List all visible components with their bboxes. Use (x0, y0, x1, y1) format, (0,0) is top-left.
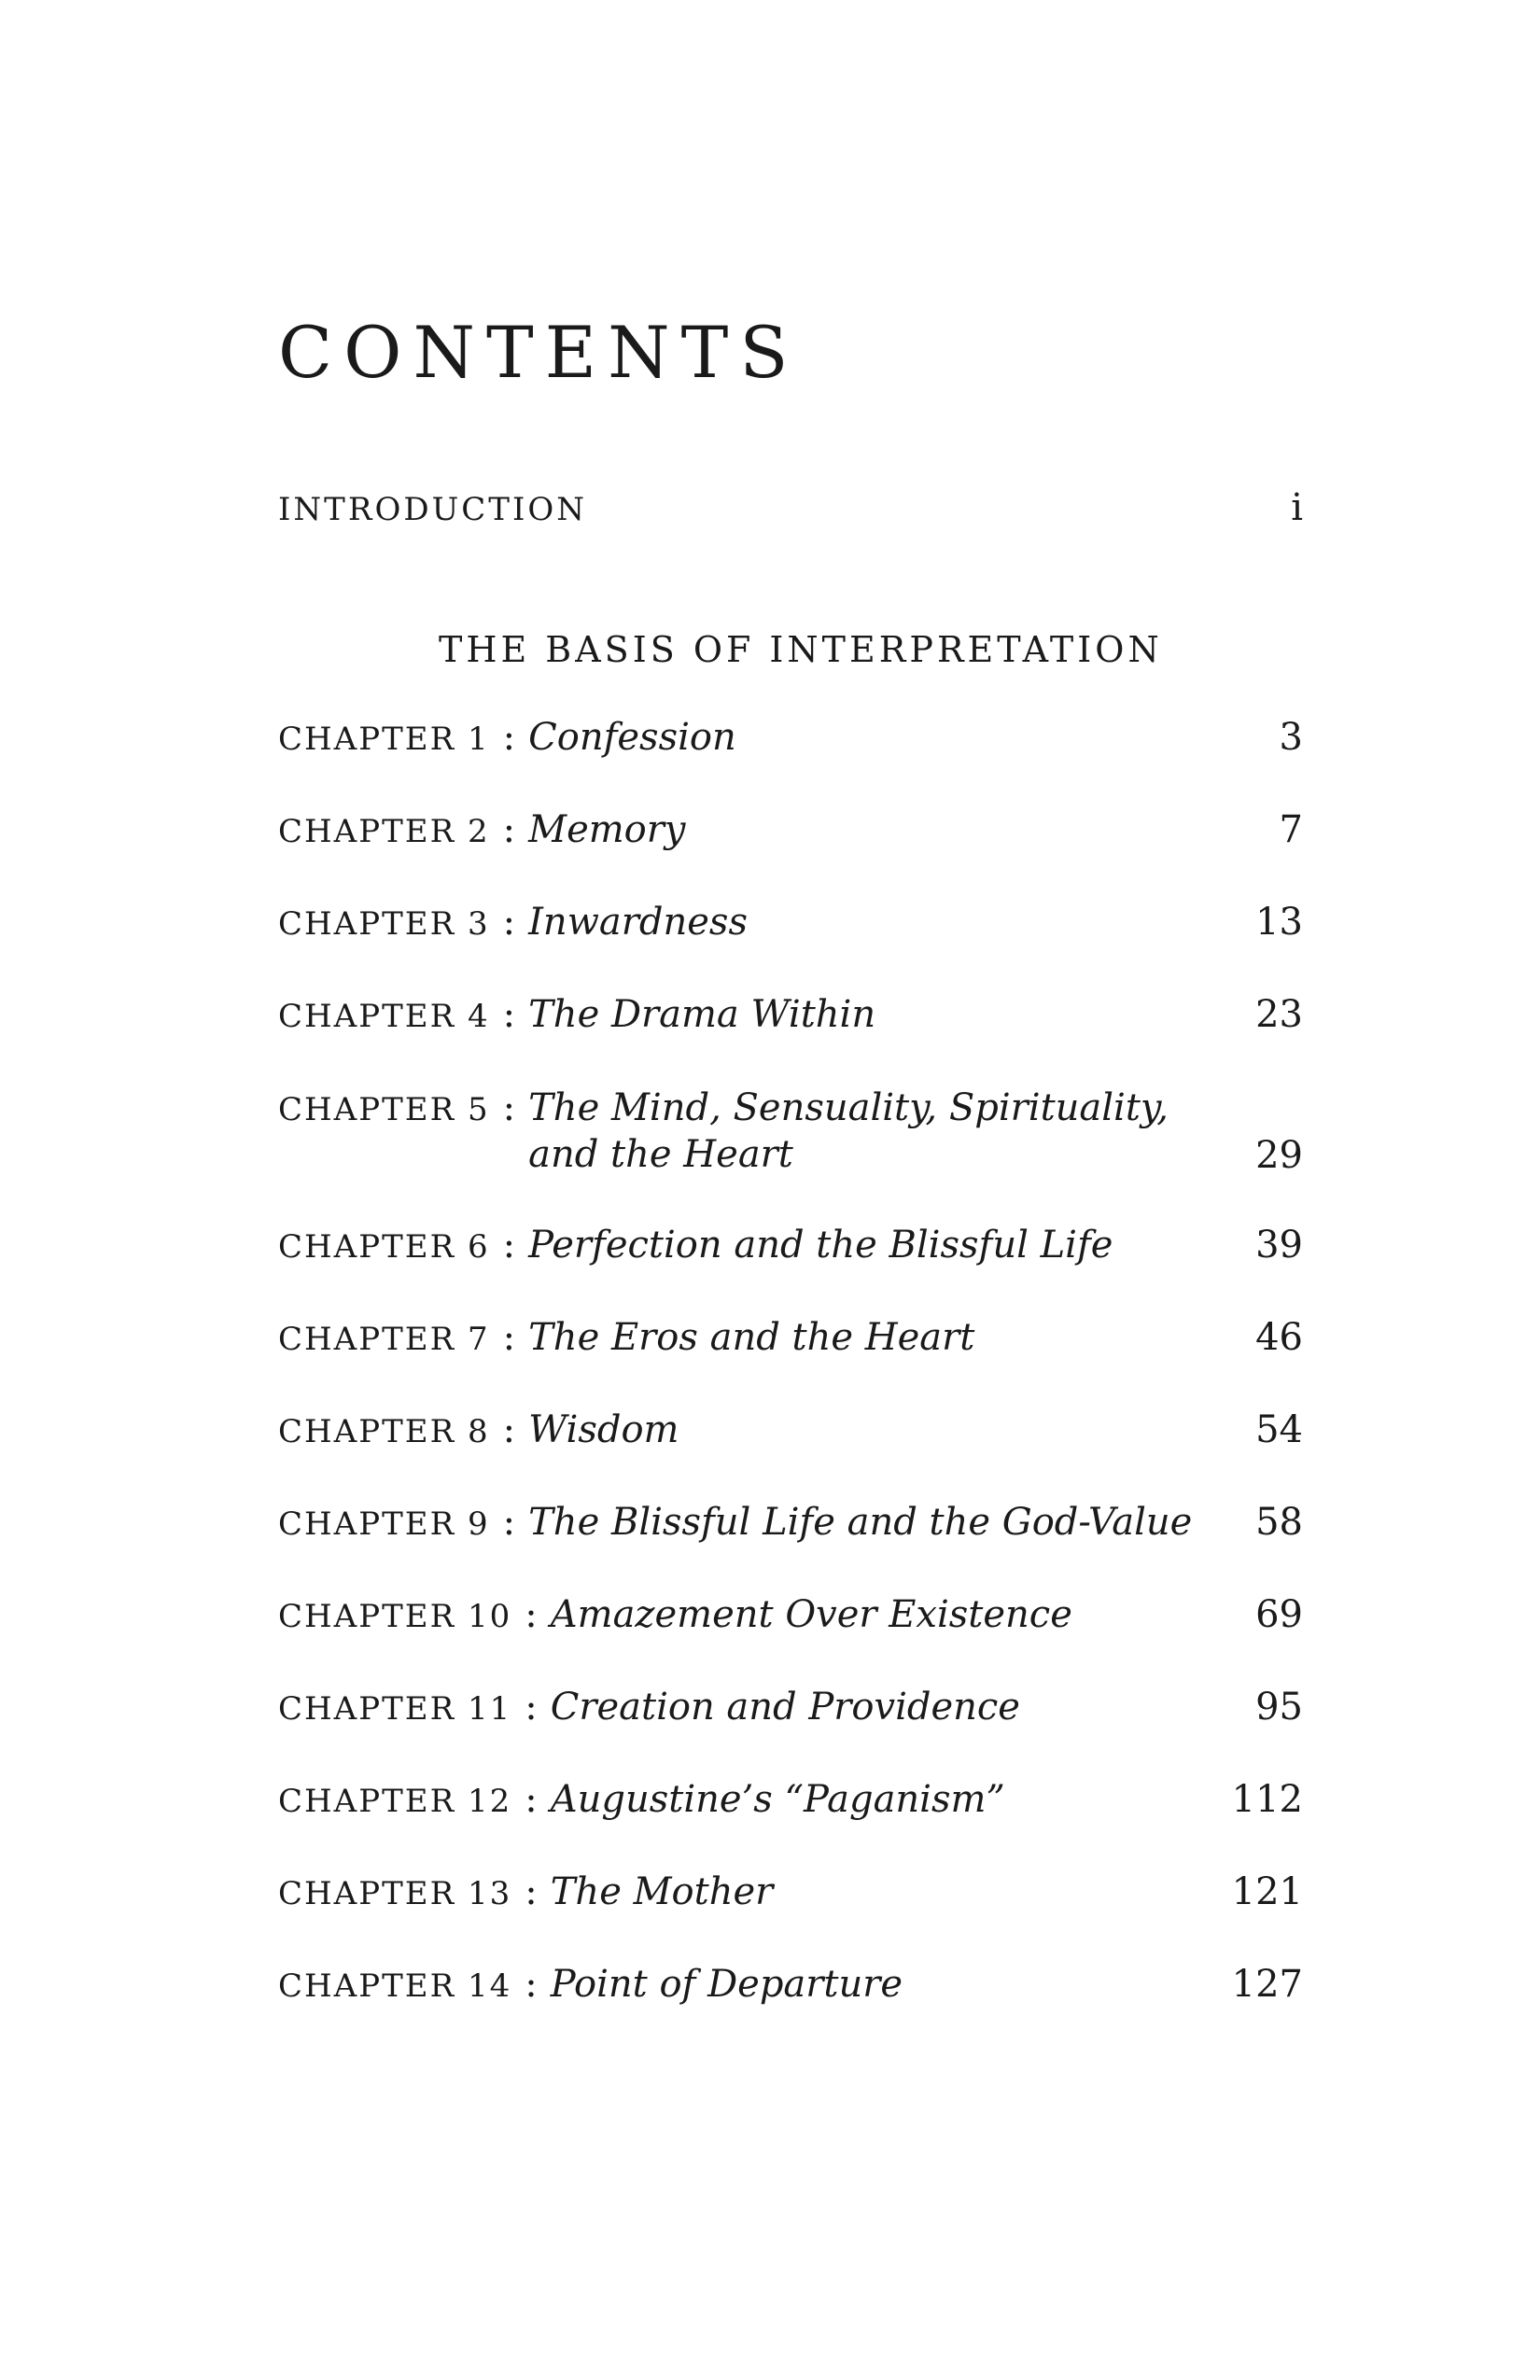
chapter-label: CHAPTER 8 (278, 1413, 490, 1450)
chapter-page: 7 (1279, 808, 1303, 851)
chapter-separator: : (502, 1224, 516, 1267)
section-heading: THE BASIS OF INTERPRETATION (439, 629, 1163, 670)
chapter-title: Inwardness (528, 901, 748, 944)
chapter-title: The Blissful Life and the God-Value (528, 1501, 1193, 1544)
chapter-separator: : (502, 1316, 516, 1359)
toc-entry-chapter-13[interactable] (278, 1869, 1303, 1916)
chapter-title: The Eros and the Heart (528, 1316, 975, 1359)
chapter-page: 58 (1255, 1501, 1303, 1544)
chapter-title: The Mother (550, 1870, 774, 1913)
chapter-separator: : (525, 1870, 538, 1913)
chapter-page: 23 (1255, 993, 1303, 1036)
chapter-title: Point of Departure (550, 1963, 903, 2006)
chapter-title: Amazement Over Existence (550, 1593, 1072, 1636)
chapter-page: 112 (1231, 1778, 1303, 1821)
toc-entry-chapter-9[interactable] (278, 1500, 1303, 1547)
toc-entry-chapter-5[interactable] (278, 1085, 1303, 1178)
chapter-separator: : (502, 1408, 516, 1451)
chapter-page: 29 (1255, 1134, 1303, 1177)
toc-entry-chapter-2[interactable] (278, 807, 1303, 854)
chapter-separator: : (502, 808, 516, 851)
chapter-label: CHAPTER 10 (278, 1598, 512, 1635)
chapter-title: Augustine’s “Paganism” (550, 1778, 1005, 1821)
toc-entry-chapter-10[interactable] (278, 1592, 1303, 1639)
chapter-title: Wisdom (528, 1408, 679, 1451)
chapter-label: CHAPTER 4 (278, 998, 490, 1035)
toc-entry-chapter-8[interactable] (278, 1407, 1303, 1454)
chapter-label: CHAPTER 5 (278, 1091, 490, 1128)
chapter-title (528, 1085, 1237, 1178)
chapter-separator: : (525, 1593, 538, 1636)
chapter-label: CHAPTER 9 (278, 1505, 490, 1543)
chapter-page: 95 (1255, 1686, 1303, 1729)
chapter-separator: : (502, 1501, 516, 1544)
chapter-title-line-2: and the Heart (528, 1133, 793, 1176)
toc-entry-chapter-4[interactable] (278, 992, 1303, 1039)
toc-entry-chapter-14[interactable] (278, 1962, 1303, 2009)
toc-entry-chapter-1[interactable] (278, 715, 1303, 762)
chapter-label: CHAPTER 1 (278, 721, 490, 758)
chapter-label: CHAPTER 12 (278, 1783, 512, 1820)
chapter-label: CHAPTER 7 (278, 1321, 490, 1358)
chapter-page: 3 (1279, 716, 1303, 759)
chapter-page: 127 (1231, 1963, 1303, 2006)
chapter-separator: : (525, 1686, 538, 1729)
chapter-separator: : (525, 1963, 538, 2006)
chapter-label: CHAPTER 2 (278, 813, 490, 850)
chapter-separator: : (502, 901, 516, 944)
toc-entry-chapter-12[interactable] (278, 1777, 1303, 1824)
toc-entry-page: i (1291, 486, 1303, 529)
toc-entry-chapter-11[interactable] (278, 1685, 1303, 1731)
chapter-label: CHAPTER 3 (278, 905, 490, 943)
page-title: CONTENTS (278, 311, 800, 394)
toc-entry-chapter-7[interactable] (278, 1315, 1303, 1362)
chapter-separator: : (502, 716, 516, 759)
toc-entry-introduction[interactable] (278, 485, 1303, 532)
chapter-page: 39 (1255, 1224, 1303, 1267)
chapter-page: 54 (1255, 1408, 1303, 1451)
chapter-page: 46 (1255, 1316, 1303, 1359)
chapter-page: 69 (1255, 1593, 1303, 1636)
chapter-label: CHAPTER 14 (278, 1967, 512, 2005)
chapter-title: Perfection and the Blissful Life (528, 1224, 1113, 1267)
chapter-title: Memory (528, 808, 686, 851)
chapter-label: CHAPTER 11 (278, 1690, 512, 1728)
chapter-label: CHAPTER 6 (278, 1228, 490, 1266)
chapter-page: 121 (1231, 1870, 1303, 1913)
toc-entry-label: INTRODUCTION (278, 491, 587, 528)
chapter-title: Creation and Providence (550, 1686, 1020, 1729)
chapter-title: Confession (528, 716, 736, 759)
chapter-separator: : (502, 993, 516, 1036)
chapter-label: CHAPTER 13 (278, 1875, 512, 1912)
toc-entry-chapter-3[interactable] (278, 900, 1303, 946)
chapter-title-line-1: The Mind, Sensuality, Spirituality, (528, 1086, 1169, 1129)
toc-entry-chapter-6[interactable] (278, 1223, 1303, 1269)
chapter-separator: : (525, 1778, 538, 1821)
chapter-title: The Drama Within (528, 993, 876, 1036)
chapter-separator: : (502, 1086, 516, 1129)
chapter-page: 13 (1255, 901, 1303, 944)
